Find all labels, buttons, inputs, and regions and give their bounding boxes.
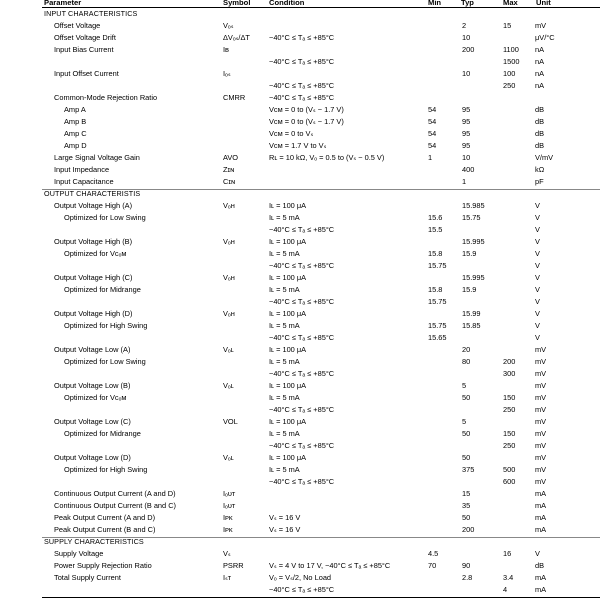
cell-unit: mA	[535, 489, 547, 498]
cell-typ: 20	[462, 345, 471, 354]
cell-symbol: CMRR	[223, 93, 246, 102]
cell-condition: Iʟ = 5 mA	[269, 357, 300, 366]
table-row	[0, 44, 600, 56]
cell-typ: 15	[462, 489, 471, 498]
cell-min: 15.6	[428, 213, 443, 222]
cell-min: 70	[428, 561, 437, 570]
header-condition: Condition	[269, 0, 305, 7]
cell-parameter: Amp C	[64, 129, 87, 138]
cell-unit: mV	[535, 381, 547, 390]
cell-typ: 400	[462, 165, 475, 174]
cell-unit: kΩ	[535, 165, 545, 174]
cell-unit: mA	[535, 525, 547, 534]
cell-max: 1100	[503, 45, 519, 54]
cell-condition: −40°C ≤ Tₐ ≤ +85°C	[269, 261, 335, 270]
table-row	[0, 392, 600, 404]
header-parameter: Parameter	[44, 0, 82, 7]
cell-max: 150	[503, 429, 516, 438]
cell-condition: −40°C ≤ Tₐ ≤ +85°C	[269, 405, 335, 414]
cell-symbol: Vₒʟ	[223, 453, 234, 462]
table-row	[0, 152, 600, 164]
cell-unit: μV/°C	[535, 33, 555, 42]
cell-unit: V	[535, 249, 540, 258]
cell-typ: 95	[462, 141, 471, 150]
cell-parameter: Offset Voltage	[54, 21, 101, 30]
cell-parameter: Power Supply Rejection Ratio	[54, 561, 152, 570]
cell-max: 500	[503, 465, 516, 474]
cell-min: 15.75	[428, 261, 447, 270]
cell-condition: Iʟ = 100 μA	[269, 381, 307, 390]
cell-symbol: Vₒʟ	[223, 381, 234, 390]
cell-condition: −40°C ≤ Tₐ ≤ +85°C	[269, 369, 335, 378]
cell-symbol: Vₒₛ	[223, 21, 234, 30]
cell-unit: dB	[535, 117, 545, 126]
cell-min: 54	[428, 129, 437, 138]
cell-typ: 200	[462, 45, 475, 54]
cell-unit: mV	[535, 357, 547, 366]
cell-condition: −40°C ≤ Tₐ ≤ +85°C	[269, 93, 335, 102]
cell-condition: Iʟ = 100 μA	[269, 237, 307, 246]
cell-unit: mV	[535, 21, 547, 30]
cell-typ: 90	[462, 561, 471, 570]
cell-condition: −40°C ≤ Tₐ ≤ +85°C	[269, 297, 335, 306]
cell-min: 54	[428, 141, 437, 150]
table-row	[0, 68, 600, 80]
table-row	[0, 128, 600, 140]
table-row	[0, 104, 600, 116]
cell-unit: V	[535, 321, 540, 330]
cell-typ: 50	[462, 453, 471, 462]
cell-unit: dB	[535, 561, 545, 570]
cell-condition: Vᴄᴍ = 0 to (Vₛ − 1.7 V)	[269, 117, 344, 126]
cell-unit: V	[535, 201, 540, 210]
table-row	[0, 440, 600, 452]
cell-condition: Vₛ = 16 V	[269, 525, 301, 534]
cell-typ: 200	[462, 525, 475, 534]
cell-max: 300	[503, 369, 516, 378]
cell-typ: 1	[462, 177, 467, 186]
table-row	[0, 260, 600, 272]
cell-max: 250	[503, 81, 516, 90]
cell-symbol: Iₒₛ	[223, 69, 231, 78]
cell-condition: −40°C ≤ Tₐ ≤ +85°C	[269, 585, 335, 594]
cell-typ: 10	[462, 69, 471, 78]
cell-symbol: Iₛᴛ	[223, 573, 232, 582]
cell-max: 250	[503, 405, 516, 414]
cell-unit: V	[535, 549, 540, 558]
cell-typ: 15.985	[462, 201, 485, 210]
cell-symbol: Iᴘᴋ	[223, 525, 233, 534]
table-row	[0, 476, 600, 488]
cell-symbol: Vₒʜ	[223, 237, 235, 246]
cell-unit: V	[535, 237, 540, 246]
cell-unit: mV	[535, 393, 547, 402]
cell-symbol: Cɪɴ	[223, 177, 236, 186]
table-row	[0, 512, 600, 524]
cell-symbol: Vₒʟ	[223, 345, 234, 354]
header-symbol: Symbol	[223, 0, 251, 7]
table-row	[0, 428, 600, 440]
cell-condition: −40°C ≤ Tₐ ≤ +85°C	[269, 333, 335, 342]
cell-typ: 10	[462, 153, 471, 162]
cell-parameter: Output Voltage High (C)	[54, 273, 133, 282]
table-row	[0, 236, 600, 248]
cell-min: 15.75	[428, 321, 447, 330]
cell-min: 15.65	[428, 333, 447, 342]
table-row	[0, 32, 600, 44]
table-row	[0, 452, 600, 464]
cell-condition: Vₛ = 4 V to 17 V, −40°C ≤ Tₐ ≤ +85°C	[269, 561, 391, 570]
cell-max: 4	[503, 585, 508, 594]
cell-max: 100	[503, 69, 516, 78]
cell-max: 150	[503, 393, 516, 402]
cell-parameter: Optimized for Vᴄₒᴍ	[64, 249, 127, 258]
cell-parameter: Large Signal Voltage Gain	[54, 153, 140, 162]
cell-condition: −40°C ≤ Tₐ ≤ +85°C	[269, 81, 335, 90]
cell-parameter: Optimized for Midrange	[64, 285, 141, 294]
cell-max: 1500	[503, 57, 520, 66]
table-row	[0, 368, 600, 380]
cell-unit: mV	[535, 417, 547, 426]
cell-min: 4.5	[428, 549, 439, 558]
cell-unit: dB	[535, 129, 545, 138]
cell-condition: Iʟ = 5 mA	[269, 465, 300, 474]
cell-typ: 95	[462, 129, 471, 138]
cell-condition: Iʟ = 5 mA	[269, 213, 300, 222]
table-row	[0, 20, 600, 32]
cell-unit: nA	[535, 57, 545, 66]
cell-symbol: Vₒʜ	[223, 201, 235, 210]
table-row	[0, 56, 600, 68]
cell-parameter: Input Bias Current	[54, 45, 114, 54]
cell-unit: V	[535, 297, 540, 306]
cell-parameter: Optimized for High Swing	[64, 321, 148, 330]
section-heading-row	[0, 536, 600, 548]
cell-parameter: Optimized for Midrange	[64, 429, 141, 438]
cell-parameter: Continuous Output Current (A and D)	[54, 489, 176, 498]
cell-condition: Vₛ = 16 V	[269, 513, 301, 522]
cell-unit: dB	[535, 105, 545, 114]
cell-parameter: Output Voltage High (A)	[54, 201, 133, 210]
cell-symbol: AVO	[223, 153, 239, 162]
cell-unit: mV	[535, 369, 547, 378]
table-bottom-rule	[42, 597, 600, 598]
cell-condition: Iʟ = 100 μA	[269, 273, 307, 282]
cell-condition: −40°C ≤ Tₐ ≤ +85°C	[269, 441, 335, 450]
cell-condition: Vᴄᴍ = 1.7 V to Vₛ	[269, 141, 327, 150]
table-row	[0, 572, 600, 584]
cell-condition: −40°C ≤ Tₐ ≤ +85°C	[269, 225, 335, 234]
cell-parameter: INPUT CHARACTERISTICS	[44, 9, 138, 18]
cell-unit: V	[535, 333, 540, 342]
table-row	[0, 116, 600, 128]
cell-unit: mA	[535, 585, 547, 594]
cell-typ: 35	[462, 501, 471, 510]
cell-parameter: Optimized for Low Swing	[64, 213, 146, 222]
table-row	[0, 404, 600, 416]
cell-typ: 375	[462, 465, 475, 474]
cell-condition: Iʟ = 5 mA	[269, 321, 300, 330]
table-row	[0, 248, 600, 260]
table-row	[0, 92, 600, 104]
cell-condition: Rʟ = 10 kΩ, Vₒ = 0.5 to (Vₛ − 0.5 V)	[269, 153, 385, 162]
cell-symbol: PSRR	[223, 561, 244, 570]
cell-unit: V	[535, 213, 540, 222]
cell-symbol: Iₒᴜᴛ	[223, 489, 236, 498]
cell-condition: −40°C ≤ Tₐ ≤ +85°C	[269, 477, 335, 486]
cell-condition: −40°C ≤ Tₐ ≤ +85°C	[269, 33, 335, 42]
cell-symbol: Iᴘᴋ	[223, 513, 233, 522]
cell-max: 600	[503, 477, 516, 486]
cell-condition: Vₒ = Vₛ/2, No Load	[269, 573, 332, 582]
cell-typ: 50	[462, 429, 471, 438]
cell-typ: 2	[462, 21, 467, 30]
cell-unit: mV	[535, 477, 547, 486]
cell-symbol: VOL	[223, 417, 238, 426]
table-row	[0, 176, 600, 188]
cell-condition: Iʟ = 5 mA	[269, 429, 300, 438]
cell-parameter: Amp B	[64, 117, 87, 126]
table-row	[0, 200, 600, 212]
cell-symbol: Vₒʜ	[223, 273, 235, 282]
cell-parameter: Output Voltage High (D)	[54, 309, 133, 318]
table-row	[0, 332, 600, 344]
table-row	[0, 584, 600, 596]
cell-condition: Iʟ = 100 μA	[269, 417, 307, 426]
cell-typ: 15.85	[462, 321, 481, 330]
cell-condition: Iʟ = 100 μA	[269, 345, 307, 354]
cell-typ: 95	[462, 117, 471, 126]
header-min: Min	[428, 0, 442, 7]
cell-min: 15.75	[428, 297, 447, 306]
cell-condition: Vᴄᴍ = 0 to (Vₛ − 1.7 V)	[269, 105, 344, 114]
cell-condition: Iʟ = 5 mA	[269, 249, 300, 258]
cell-min: 1	[428, 153, 433, 162]
cell-parameter: Output Voltage High (B)	[54, 237, 133, 246]
cell-parameter: Output Voltage Low (D)	[54, 453, 131, 462]
cell-parameter: SUPPLY CHARACTERISTICS	[44, 537, 144, 546]
cell-parameter: Input Impedance	[54, 165, 110, 174]
cell-parameter: Output Voltage Low (B)	[54, 381, 131, 390]
cell-typ: 15.9	[462, 249, 477, 258]
cell-unit: mA	[535, 573, 547, 582]
cell-unit: nA	[535, 69, 545, 78]
cell-parameter: Output Voltage Low (C)	[54, 417, 131, 426]
cell-min: 15.5	[428, 225, 443, 234]
table-row	[0, 416, 600, 428]
cell-typ: 5	[462, 417, 467, 426]
cell-unit: mV	[535, 441, 547, 450]
cell-unit: nA	[535, 45, 545, 54]
cell-unit: V	[535, 225, 540, 234]
cell-unit: pF	[535, 177, 544, 186]
cell-typ: 15.75	[462, 213, 481, 222]
cell-parameter: Amp D	[64, 141, 87, 150]
cell-parameter: Optimized for High Swing	[64, 465, 148, 474]
table-row	[0, 296, 600, 308]
cell-parameter: Output Voltage Low (A)	[54, 345, 131, 354]
cell-unit: mA	[535, 513, 547, 522]
cell-typ: 15.99	[462, 309, 481, 318]
cell-parameter: Common-Mode Rejection Ratio	[54, 93, 158, 102]
cell-typ: 15.995	[462, 237, 485, 246]
cell-parameter: Peak Output Current (B and C)	[54, 525, 156, 534]
table-row	[0, 500, 600, 512]
cell-typ: 80	[462, 357, 471, 366]
cell-unit: mV	[535, 429, 547, 438]
cell-typ: 5	[462, 381, 467, 390]
cell-parameter: Optimized for Vᴄₒᴍ	[64, 393, 127, 402]
table-row	[0, 488, 600, 500]
cell-parameter: OUTPUT CHARACTERISTIS	[44, 189, 141, 198]
table-row	[0, 344, 600, 356]
section-heading-row	[0, 188, 600, 200]
cell-min: 15.8	[428, 285, 443, 294]
table-row	[0, 212, 600, 224]
table-row	[0, 164, 600, 176]
cell-unit: nA	[535, 81, 545, 90]
cell-typ: 95	[462, 105, 471, 114]
cell-condition: Iʟ = 100 μA	[269, 453, 307, 462]
table-row	[0, 308, 600, 320]
cell-unit: mV	[535, 465, 547, 474]
cell-min: 15.8	[428, 249, 443, 258]
cell-max: 3.4	[503, 573, 514, 582]
cell-typ: 15.995	[462, 273, 485, 282]
cell-symbol: Vₛ	[223, 549, 231, 558]
cell-parameter: Input Offset Current	[54, 69, 119, 78]
cell-symbol: Iₒᴜᴛ	[223, 501, 236, 510]
cell-unit: V/mV	[535, 153, 554, 162]
header-unit: Unit	[536, 0, 551, 7]
cell-symbol: Iʙ	[223, 45, 229, 54]
cell-symbol: ΔVₒₛ/ΔT	[223, 33, 250, 42]
cell-unit: mV	[535, 453, 547, 462]
cell-max: 250	[503, 441, 516, 450]
cell-unit: mA	[535, 501, 547, 510]
table-row	[0, 272, 600, 284]
cell-unit: V	[535, 261, 540, 270]
table-row	[0, 464, 600, 476]
cell-min: 54	[428, 117, 437, 126]
table-row	[0, 80, 600, 92]
cell-typ: 15.9	[462, 285, 477, 294]
table-row	[0, 284, 600, 296]
cell-min: 54	[428, 105, 437, 114]
section-heading-row	[0, 8, 600, 20]
cell-max: 16	[503, 549, 512, 558]
header-max: Max	[503, 0, 518, 7]
cell-unit: dB	[535, 141, 545, 150]
cell-condition: Iʟ = 5 mA	[269, 285, 300, 294]
table-row	[0, 548, 600, 560]
cell-condition: Iʟ = 5 mA	[269, 393, 300, 402]
cell-symbol: Zɪɴ	[223, 165, 235, 174]
cell-unit: mV	[535, 345, 547, 354]
cell-parameter: Optimized for Low Swing	[64, 357, 146, 366]
cell-parameter: Input Capacitance	[54, 177, 114, 186]
cell-symbol: Vₒʜ	[223, 309, 235, 318]
table-row	[0, 524, 600, 536]
cell-parameter: Total Supply Current	[54, 573, 121, 582]
cell-condition: Vᴄᴍ = 0 to Vₛ	[269, 129, 314, 138]
table-row	[0, 380, 600, 392]
table-row	[0, 320, 600, 332]
cell-typ: 2.8	[462, 573, 473, 582]
table-row	[0, 140, 600, 152]
cell-parameter: Amp A	[64, 105, 86, 114]
cell-condition: −40°C ≤ Tₐ ≤ +85°C	[269, 57, 335, 66]
cell-parameter: Continuous Output Current (B and C)	[54, 501, 177, 510]
cell-parameter: Offset Voltage Drift	[54, 33, 116, 42]
cell-unit: V	[535, 309, 540, 318]
cell-unit: V	[535, 285, 540, 294]
cell-typ: 50	[462, 513, 471, 522]
cell-unit: V	[535, 273, 540, 282]
table-row	[0, 560, 600, 572]
cell-typ: 50	[462, 393, 471, 402]
cell-condition: Iʟ = 100 μA	[269, 309, 307, 318]
cell-unit: mV	[535, 405, 547, 414]
table-row	[0, 224, 600, 236]
cell-parameter: Peak Output Current (A and D)	[54, 513, 156, 522]
cell-condition: Iʟ = 100 μA	[269, 201, 307, 210]
cell-typ: 10	[462, 33, 471, 42]
cell-max: 200	[503, 357, 516, 366]
cell-max: 15	[503, 21, 512, 30]
table-row	[0, 356, 600, 368]
cell-parameter: Supply Voltage	[54, 549, 104, 558]
header-typ: Typ	[461, 0, 474, 7]
